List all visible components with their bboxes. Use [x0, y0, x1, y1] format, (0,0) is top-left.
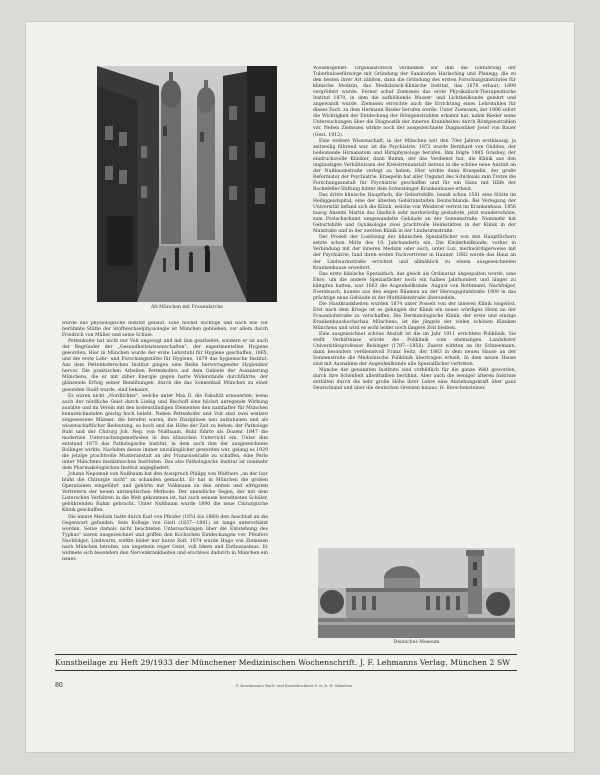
- paragraph: Die innere Medizin hatte durch Karl von Pfeufer (1851 bis 1869) den Anschluß an die Gegenwart gefunden. Sein Kollege von Gietl (1837—1881) ist lange unterschätzt worden. Seine damals nicht beachteten Untersuchungen über die Entstehung des Typhus" waren ausgezeichnet und griffen den Kochschen Entdeckungen vor. Pfeufers Nachfolger, Lindwurm, wirkte leider nur kurze Zeit. 1874 wurde Hugo von Ziemssen nach München berufen, ein ungemein reger Geist, voll Ideen und Enthusiasmus. Er widmete sich besonders den Nervenkrankheiten und erschloss dadurch in München ein neues: [62, 514, 268, 562]
- footer-rule-bottom: [55, 670, 517, 671]
- article-column-left: [62, 321, 268, 741]
- page-number: 80: [55, 682, 63, 689]
- photo-deutsches-museum: [318, 548, 515, 638]
- paragraph: Wissensgebiet. Organisatorisch verdanken wir ihm die Einführung der Tuberkulosefürsorge mit Gründung der Sanatorien Harlaching und Planegg; die zu den besten ihrer Art zählten, dann die Gründung des ersten Forschungsinstitutes für klinische Medizin, das Medizinisch-Klinische Institut, das 1876 erbaut, 1899 vergrößert wurde. Ferner schuf Ziemssen das erste Physikalisch-Therapeutische Institut 1879, in dem die aufblühende Wasser- und Lichtheilkunde gelehrt und angewandt wurde. Ziemssen erreichte auch die Errichtung eines Lehrstuhles für dieses Fach, zu dem Hermann Rieder berufen wurde. Unter Ziemssen, der 1896 sofort die Wichtigkeit der Entdeckung der Röntgenstrahlen erkannt hat, nahm Rieder seine Untersuchungen über die Diagnostik der inneren Krankheiten durch Röntgenstrahlen vor. Neben Ziemssen wirkte noch der ausgezeichnete Diagnostiker Josef von Bauer (Gest. 1912).: [313, 66, 516, 138]
- caption-alt-muenchen: Alt-München mit Frauenkirche: [150, 305, 224, 310]
- paragraph: Pettenkofer hat nicht nur Voit angeregt und mit ihm gearbeitet, sondern er ist auch der Begründer der „Gesundheitswissenschaften", der experimentellen Hygiene geworden. Hier in München wurde der erste Lehrstuhl für Hygiene geschaffen, 1865, und die erste Lehr- und Forschungsstätte für Hygiene, 1879 das hygienische Institut. Aus dem Pettenkoferschen Institut gingen eine Reihe hervorragender Hygieniker hervor. Die praktischen Arbeiten Pettenkofers auf dem Gebiete der Assanierung Münchens, die er mit zäher Energie gegen harte Widerstände durchführte, der glänzende Erfolg seiner Bemühungen, durch die das Sonnenbad München zu einer gesunden Stadt wurde, sind bekannt.: [62, 339, 268, 393]
- paragraph: Der Prozeß der Loslösung der klinischen Spezialfächer von den Hauptfächern setzte schon Mitte des 19. Jahrhunderts ein. Die Kinderheilkunde, vorher in Verbindung mit der inneren Medizin oder auch, unter Luz, merkwürdigerweise mit der Psychiatrie, fand ihren ersten Fachvertreter in Hauner. 1882 wurde das Haus an der Lindwurmstraße errichtet und allmählich zu einem ausgezeichneten Krankenhause erweitert.: [313, 235, 516, 271]
- photo-alt-muenchen: [97, 66, 277, 302]
- paragraph: Die Hautkrankheiten wurden 1874 unter Posselt von der inneren Klinik losgelöst. Erst nach dem Kriege ist es gelungen der Klinik ein neues würdiges Heim an der Frauenlobstraße zu verschaffen. Die Dermatologische Klinik, der erste und einzige Krankenhausbochschau Münchens, ist die jüngste der vielen schönen Kliniken Münchens und wird es wohl leider noch längere Zeit bleiben.: [313, 301, 516, 332]
- caption-deutsches-museum: Deutsches Museum: [393, 640, 440, 645]
- footer-rule-top: [55, 654, 517, 655]
- paragraph: wurde das physiologische Institut gebaut. Eine höchst wichtige und nach wie vor berühmte Stätte der Stoffwechselphysiologie ist München geblieben, vor allem durch Friedrich von Müller und seine Schule.: [62, 321, 268, 339]
- paragraph: Das dritte klinische Hauptfach, die Geburtshilfe, besaß schon 1581 eine Stätte im Heiliggeistspital, eine der ältesten Gebäranstalten Deutschlands. Bei Verlegung der Universität befand sich die Klinik, welche von Weisbrod vertrat im Krankenhaus. 1856 bezog Anselm Martin das ländlich sehr merkwürdig gestaltete, jetzt wunderschöne, zum Postscheckamt umgewandelte Gebäude an der Sonnenstraße. Nummehr hat Geburtshilfe und Gynäkologie zwei prachtvolle Heimstätten in der Klinik in der Maistraße und in der zweiten Klinik in der Lindwurmstraße.: [313, 192, 516, 235]
- paragraph: Manche der genannten Institute sind vorbildlich für die ganze Welt geworden, durch ihre Schönheit allenthalben berühmt. Aber auch die weniger älteren Institute entfalten durch die sehr große Höhe ihrer Lehre eine Anziehungskraft über ganz Deutschland und über die deutschen Grenzen hinaus. H. Kerschensteiner.: [313, 368, 516, 392]
- article-column-right: [313, 66, 516, 532]
- printer-imprint: F. Bruckmann's Buch- und Kunstdruckerei G. m. b. H. München: [236, 684, 353, 688]
- museum-illustration: [318, 548, 515, 638]
- street-scene-illustration: [97, 66, 277, 302]
- paragraph: Johann Nepomuk von Nußbaum hat den Ausspruch Philipp von Walthers „an der Isar blüht die Chirurgie nicht" zu schanden gemacht. Er hat in München die großen Operationen eingeführt und gehörte mit Volkmann zu den ersten und eifrigsten Vertretern der neuen antiseptischen Methode. Der unendliche Segen, der mit dem Listerschen Verfahren in die Welt gekommen ist, hat auch seinem beredtesten Schüler, gebührenden Ruhm gebracht. Unter Nußbaum wurde 1890 die neue Chirurgische Klinik geschaffen.: [62, 472, 268, 514]
- paragraph: Eine ausgezeichnet schöne Anstalt ist die im Jahr 1911 errichtete Poliklinik. Sie stellt Verhältnisse würde die Poliklinik vom ehemaligen Landshuter Universitätsprofessor Reisinger (1787—1858). Zuerst wirkten an ihr Schneemann, dann besonders verdienstvoll Franz Seitz, der 1863 in dem neuen Hause an der Sonnenstraße die Medizinische Poliklinik übertragen erhielt. In dem neuen Hause sind mit Ausnahme der Augenheilkunde alle Spezialfächer vertreten.: [313, 332, 516, 368]
- paragraph: Es waren nicht „Nordlichter", welche unter Max II. die Fakultät erneuerten, wenn auch der nördliche Geist durch Liebig und Bischoff eine höchst anregende Wirkung ausübte und im Verein mit den bodenständigen Elementen den namhafter für München kennzeichnenden geistig hoch belebt. Neben Pettenkofer und Voit sind zwei weitere eingesessene Männer, die berufen waren, ihre Disziplinen neu aufzubauen und als wissenschaftlicher Bedeutung, so hoch und die Höhe der Zeit zu heben: der Pathologe Buhl und der Chirurg Joh. Nep. von Nußbaum. Buhl führte als Dozent 1847 die modernen Untersuchungsmethoden in den klinischen Unterricht ein. Unter ihm entstand 1875 das Pathologische Institut, in dem auch ihm der ausgezeichnete Bollinger wirkte. Nachdem dieses immer unzulänglicher geworden war, gelang es 1929 die jetzige prachtvolle Musteranstalt an der Franzoisstraße zu schaffen, eine Perle unter Münchens medizinischen Instituten. Das alte Pathologische Institut ist nunmehr dem Pharmakologischen Institut angegliedert.: [62, 393, 268, 472]
- paragraph: Das erste klinische Spezialfach, das gleich als Ordinariat abgespalten wurde, eine Ehre, um die andere Spezialfächer noch ein halbes Jahrhundert und länger zu kämpfen hatten, war 1863 die Augenheilkunde. August von Rothmund, Nachfolger, Eversbusch, konnte aus den engen Räumen an der Herzogspitalstraße 1909 in das prächtige neue Gebäude in der Mathildenstraße übersiedeln.: [313, 271, 516, 301]
- paragraph: Eine weitere Wissenschaft, in der München seit den 70er Jahren erstklassig, ja zeitweilig führend war, ist die Psychiatrie. 1872 wurde Bernhard von Gudden, der bedeutende Hirnanatom und Hirnphysiologe berufen. Ihm folgte 1885 Grashey, der eindrucksvolle Kliniker, dann Bumm, der das Verdienst hat, die Klinik aus den ungünstigen Verhältnissen der Kreisirrenanstalt heraus in die schöne neue Anstalt an der Nußbaumstraße verlegt zu haben. Hier wirkte dann Kraepelin, der große Reformator der Psychiatrie. Kraepelin hat aller Ungunst des Schicksals zum Trotze die Forschungsanstalt für Psychiatrie geschaffen und für ein Haus mit Hilfe der Rockefeller-Stiftung hinter dem Schwabinger Krankenhause erbaut.: [313, 138, 516, 192]
- footer-publication-line: Kunstbeilage zu Heft 29/1933 der Münchener Medizinischen Wochenschrift. J. F. Lehmanns Verlag, München 2 SW: [55, 658, 511, 667]
